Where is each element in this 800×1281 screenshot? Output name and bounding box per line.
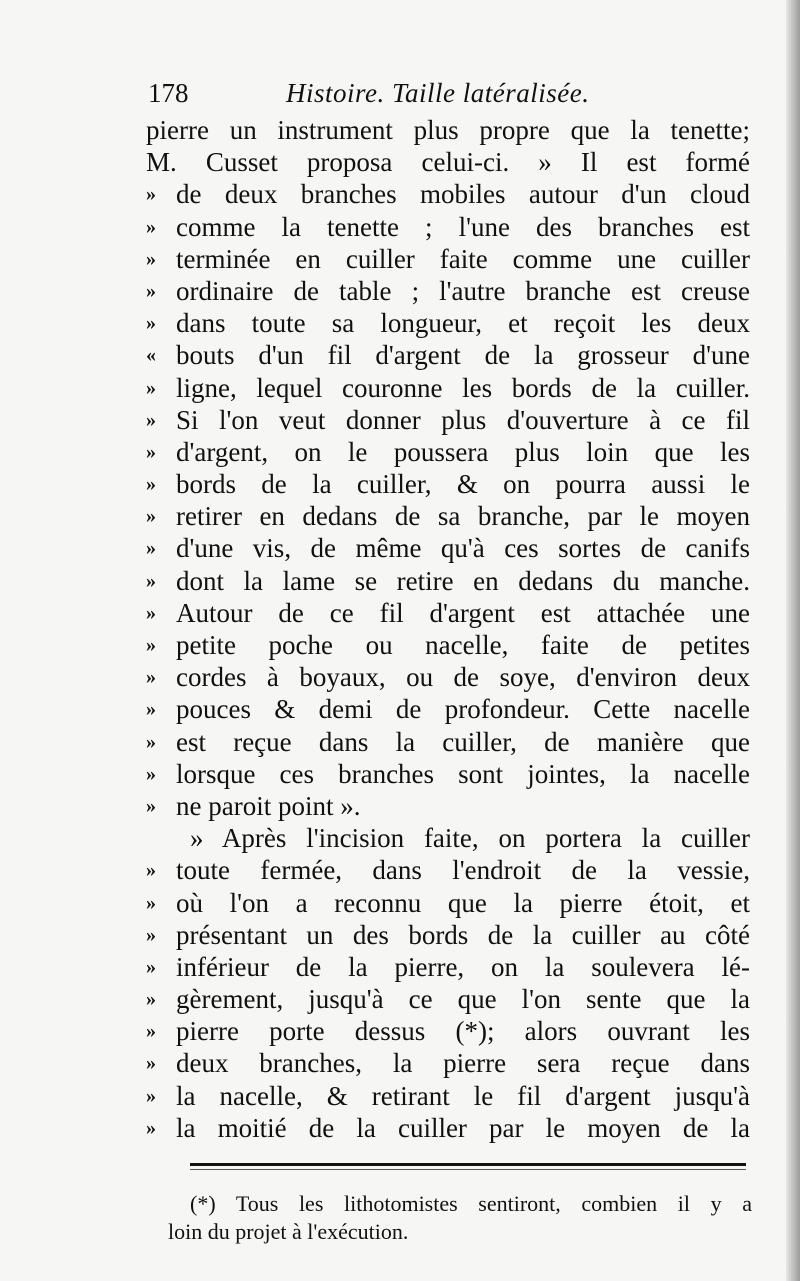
- footnote: [168, 1190, 752, 1246]
- text-line: [146, 790, 750, 822]
- page-number: 178: [148, 78, 189, 108]
- line-text: la nacelle, & retirant le fil d'argent jusqu'à: [176, 1080, 750, 1111]
- line-text: pierre un instrument plus propre que la tenette;: [146, 115, 750, 145]
- text-line: [146, 1015, 750, 1047]
- text-line: [146, 211, 750, 243]
- guillemet-mark: »: [146, 408, 156, 431]
- guillemet-mark: »: [146, 569, 156, 592]
- guillemet-mark: »: [146, 955, 156, 978]
- guillemet-mark: »: [146, 762, 156, 785]
- line-text: comme la tenette ; l'une des branches est: [176, 211, 750, 242]
- running-head: Histoire. Taille latéralisée.: [286, 78, 590, 108]
- line-text: retirer en dedans de sa branche, par le moyen: [176, 501, 750, 532]
- text-line: [146, 307, 750, 339]
- line-text: d'argent, on le poussera plus loin que les: [176, 436, 750, 467]
- line-text: pouces & demi de profondeur. Cette nacelle: [176, 694, 750, 725]
- text-line: [146, 629, 750, 661]
- line-text: terminée en cuiller faite comme une cuiller: [176, 243, 750, 274]
- line-text: de deux branches mobiles autour d'un cloud: [176, 179, 750, 210]
- guillemet-mark: »: [146, 730, 156, 753]
- guillemet-mark: »: [146, 537, 156, 560]
- guillemet-mark: »: [146, 247, 156, 270]
- text-line: [146, 146, 750, 178]
- text-line: [146, 436, 750, 468]
- line-text: dont la lame se retire en dedans du manche.: [176, 565, 750, 596]
- guillemet-mark: »: [146, 634, 156, 656]
- line-text: toute fermée, dans l'endroit de la vessie,: [176, 855, 750, 886]
- line-text: inférieur de la pierre, on la soulevera lé-: [176, 951, 750, 982]
- line-text: bouts d'un fil d'argent de la grosseur d'une: [176, 340, 750, 371]
- line-text: où l'on a reconnu que la pierre étoit, et: [176, 887, 750, 918]
- text-line: [146, 468, 750, 500]
- line-text: est reçue dans la cuiller, de manière que: [176, 726, 750, 757]
- line-text: M. Cusset proposa celui-ci. » Il est formé: [146, 147, 750, 178]
- line-text: pierre porte dessus (*); alors ouvrant les: [176, 1016, 750, 1047]
- text-line: [146, 693, 750, 725]
- text-line: [146, 758, 750, 790]
- line-text: Autour de ce fil d'argent est attachée une: [176, 597, 750, 628]
- text-line: [146, 597, 750, 629]
- line-text: » Après l'incision faite, on portera la cuiller: [190, 823, 750, 854]
- text-line: [146, 178, 750, 210]
- text-line: [146, 726, 750, 758]
- text-line: [146, 565, 750, 597]
- line-text: lorsque ces branches sont jointes, la nacelle: [176, 758, 750, 789]
- text-line: [146, 661, 750, 693]
- text-line: [146, 951, 750, 983]
- guillemet-mark: »: [146, 279, 156, 302]
- guillemet-mark: »: [146, 1052, 156, 1075]
- text-line: [146, 532, 750, 564]
- guillemet-mark: »: [146, 859, 156, 882]
- line-text: la moitié de la cuiller par le moyen de la: [176, 1112, 750, 1143]
- text-line: [146, 339, 750, 371]
- line-text: petite poche ou nacelle, faite de petites: [176, 630, 750, 660]
- guillemet-mark: »: [146, 923, 156, 946]
- line-text: Si l'on veut donner plus d'ouverture à ce fil: [176, 404, 750, 435]
- guillemet-mark: »: [146, 183, 156, 206]
- text-line: [146, 1080, 750, 1112]
- text-line: [146, 887, 750, 919]
- guillemet-mark: »: [146, 794, 156, 817]
- guillemet-mark: »: [146, 312, 156, 335]
- line-text: ordinaire de table ; l'autre branche est creuse: [176, 275, 750, 306]
- line-text: d'une vis, de même qu'à ces sortes de canifs: [176, 533, 750, 564]
- text-line: [146, 919, 750, 951]
- text-line: [146, 854, 750, 886]
- text-line: [146, 372, 750, 404]
- footnote-line: loin du projet à l'exécution.: [168, 1219, 409, 1244]
- guillemet-mark: »: [146, 1084, 156, 1107]
- guillemet-mark: »: [146, 1116, 156, 1139]
- guillemet-mark: »: [146, 505, 156, 528]
- guillemet-mark: »: [146, 666, 156, 689]
- line-text: présentant un des bords de la cuiller au côté: [176, 919, 750, 950]
- text-line: [146, 404, 750, 436]
- line-text: ne paroit point ».: [176, 790, 361, 821]
- line-text: ligne, lequel couronne les bords de la cuiller.: [176, 372, 750, 403]
- line-text: gèrement, jusqu'à ce que l'on sente que la: [176, 984, 750, 1015]
- guillemet-mark: »: [146, 215, 156, 238]
- guillemet-mark: »: [146, 988, 156, 1011]
- text-line: [146, 114, 750, 146]
- text-line: [146, 1047, 750, 1079]
- text-line: [146, 500, 750, 532]
- line-text: bords de la cuiller, & on pourra aussi le: [176, 469, 750, 500]
- text-line: [146, 1112, 750, 1144]
- line-text: deux branches, la pierre sera reçue dans: [176, 1048, 750, 1079]
- text-line: [146, 983, 750, 1015]
- guillemet-mark: »: [146, 698, 156, 721]
- guillemet-mark: »: [146, 440, 156, 463]
- footnote-rule: [190, 1163, 746, 1166]
- footnote-line: (*) Tous les lithotomistes sentiront, combien il y a: [190, 1191, 752, 1216]
- guillemet-mark: »: [146, 473, 156, 496]
- guillemet-mark: »: [146, 601, 156, 624]
- line-text: cordes à boyaux, ou de soye, d'environ deux: [176, 662, 750, 693]
- guillemet-mark: »: [146, 376, 156, 399]
- body-text: [146, 114, 750, 1144]
- text-line: [146, 243, 750, 275]
- text-line: [146, 275, 750, 307]
- footnote-rule-thin: [190, 1169, 746, 1170]
- page-edge-shadow: [786, 0, 800, 1281]
- guillemet-mark: »: [146, 891, 156, 914]
- line-text: dans toute sa longueur, et reçoit les deux: [176, 308, 750, 339]
- guillemet-mark: »: [146, 1020, 156, 1043]
- text-line: [146, 822, 750, 854]
- page-header: [148, 74, 748, 114]
- guillemet-mark: «: [146, 344, 156, 367]
